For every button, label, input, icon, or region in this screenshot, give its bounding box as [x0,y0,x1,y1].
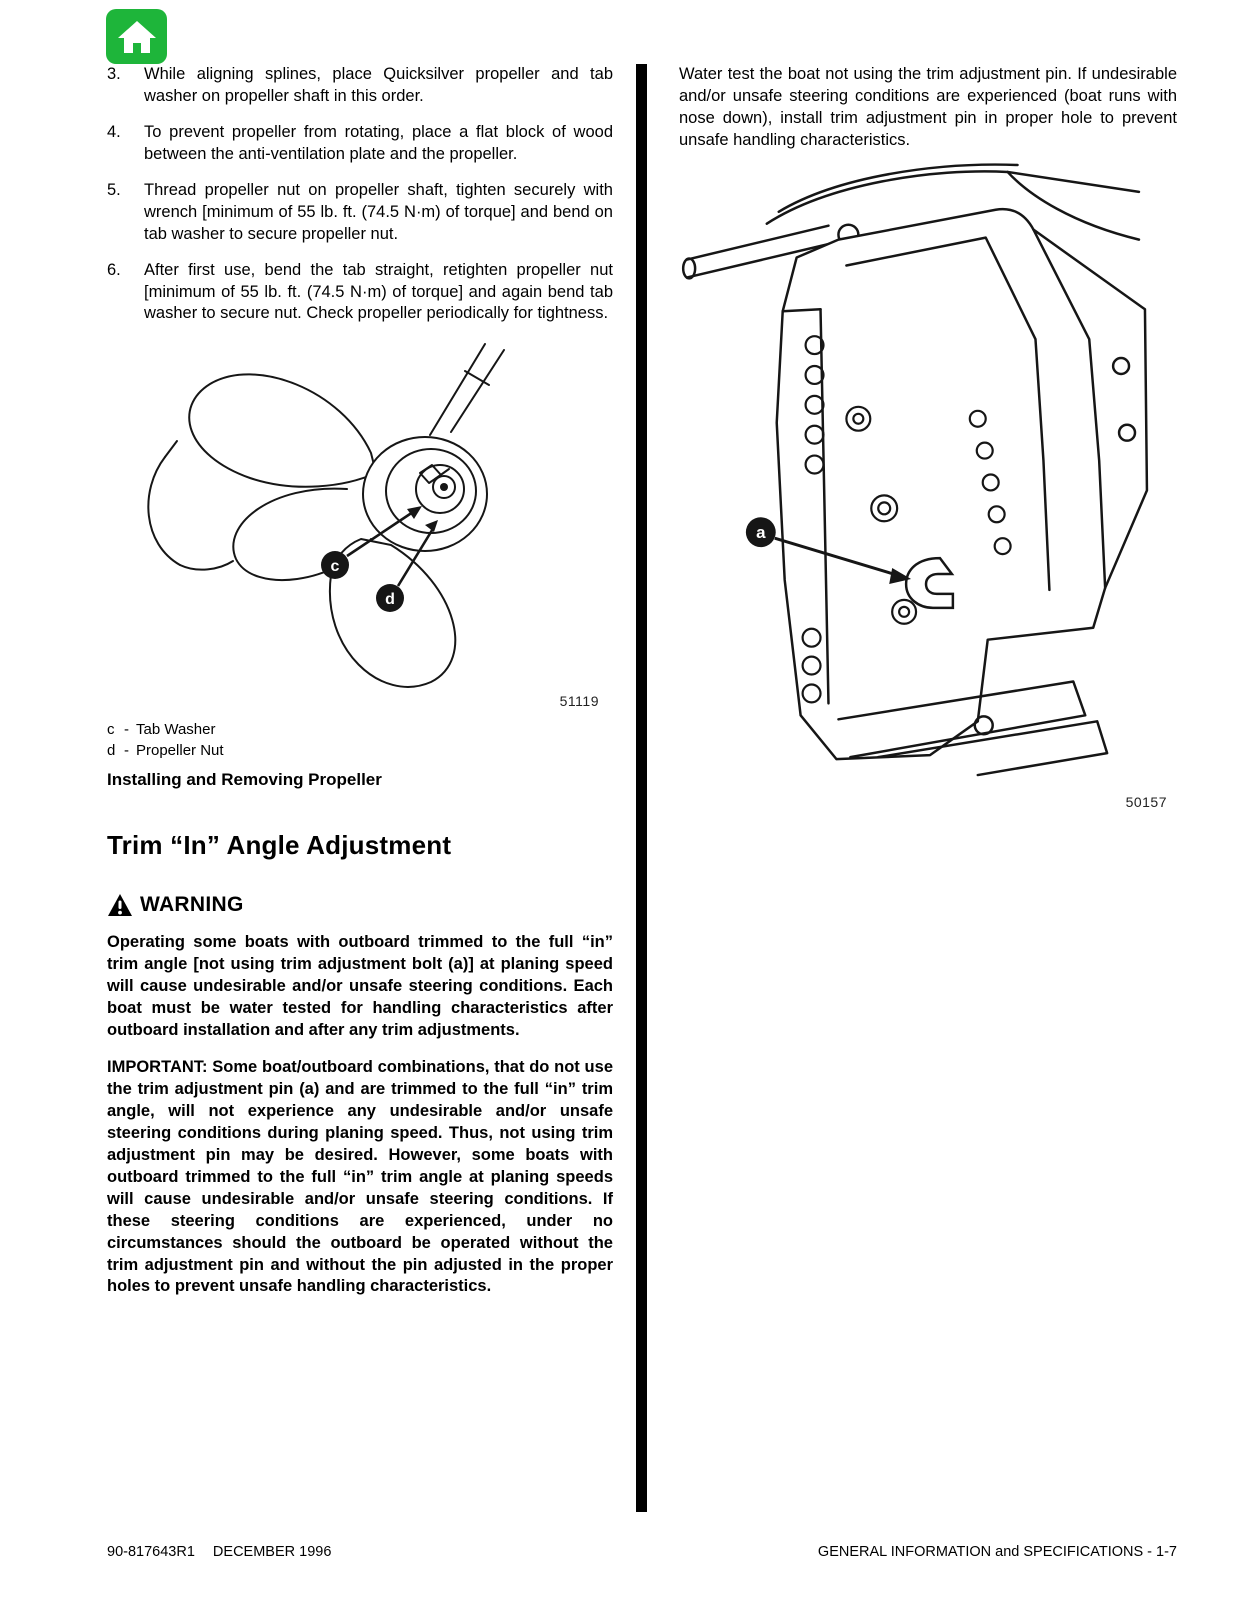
footer-doc-number: 90-817643R1 [107,1544,195,1560]
section-heading: Trim “In” Angle Adjustment [107,830,452,861]
legend-text: Propeller Nut [136,742,224,760]
important-body: Some boat/outboard combinations, that do not use the trim adjustment pin (a) and are trimmed to the full “in” trim angle, will not experience any undesirable and/or unsafe steering conditions during planing speed. Thus, not using trim adjustment pin may be desired. However, some boats with outboard trimmed to the full “in” trim angle at planing speeds will cause undesirable and/or unsafe steering conditions. If these steering conditions are experienced, under no circumstances should the outboard be operated without the trim adjustment pin and without the pin adjusted in the proper holes to prevent unsafe handling characteristics. [107,1058,613,1296]
warning-header [107,893,613,917]
footer-date: DECEMBER 1996 [212,1544,332,1560]
figure-caption: Installing and Removing Propeller [107,770,382,790]
list-item [107,180,613,246]
figure-propeller [107,339,613,711]
list-item [107,260,613,326]
transom-bracket-illustration [679,162,1177,784]
water-test-paragraph: Water test the boat not using the trim adjustment pin. If undesirable and/or unsafe steering conditions are experienced (boat runs with nose down), install trim adjustment pin in proper hole to prevent unsafe handling characteristics. [679,65,1177,149]
important-label: IMPORTANT: [107,1058,208,1077]
warning-body: Operating some boats with outboard trimmed to the full “in” trim angle [not using trim adjustment bolt (a)] at planing speed will cause undesirable and/or unsafe steering conditions. Each boat must be water tested for handling characteristics after outboard installation and after any trim adjustments. [107,933,613,1040]
legend-label: d [107,742,116,760]
column-divider [636,64,647,1512]
left-column [107,64,613,1298]
list-item-number: 3. [107,65,121,83]
footer-section-title: GENERAL INFORMATION and SPECIFICATIONS - 1-7 [817,1544,1177,1560]
legend-line [107,740,613,761]
figure-number: 50157 [1125,793,1167,810]
warning-title: WARNING [140,893,244,917]
figure-legend [107,719,613,761]
list-item-number: 5. [107,180,121,199]
list-item [107,64,613,108]
figure-number: 51119 [559,693,599,710]
legend-separator: - [124,742,129,760]
legend-text: Tab Washer [136,721,216,739]
right-column [679,64,1177,810]
home-icon [117,19,157,55]
figure-callout-a: a [756,522,766,542]
list-item-text: While aligning splines, place Quicksilver propeller and tab washer on propeller shaft in this order. [144,65,613,105]
list-item-text: Thread propeller nut on propeller shaft, tighten securely with wrench [minimum of 55 lb. ft. (74.5 N·m) of torque] and bend on tab washer to secure propeller nut. [144,180,613,243]
list-item-number: 6. [107,260,121,279]
propeller-illustration [135,339,585,689]
important-paragraph [107,1057,613,1298]
home-button[interactable] [106,9,167,64]
footer-doc-info [107,1544,331,1560]
legend-separator: - [124,721,129,739]
figure-callout-d: d [385,591,395,609]
legend-line [107,719,613,740]
list-item [107,122,613,166]
warning-triangle-icon [107,893,133,917]
list-item-number: 4. [107,122,121,141]
list-item-text: After first use, bend the tab straight, retighten propeller nut [minimum of 55 lb. ft. (74.5 N·m) of torque] and again bend tab washer to secure nut. Check propeller periodically for tightness. [144,260,613,323]
page-footer [107,1544,1177,1560]
figure-transom-bracket [679,162,1177,810]
legend-label: c [107,721,115,739]
list-item-text: To prevent propeller from rotating, place a flat block of wood between the anti-ventilation plate and the propeller. [144,122,613,163]
figure-callout-c: c [330,558,340,576]
